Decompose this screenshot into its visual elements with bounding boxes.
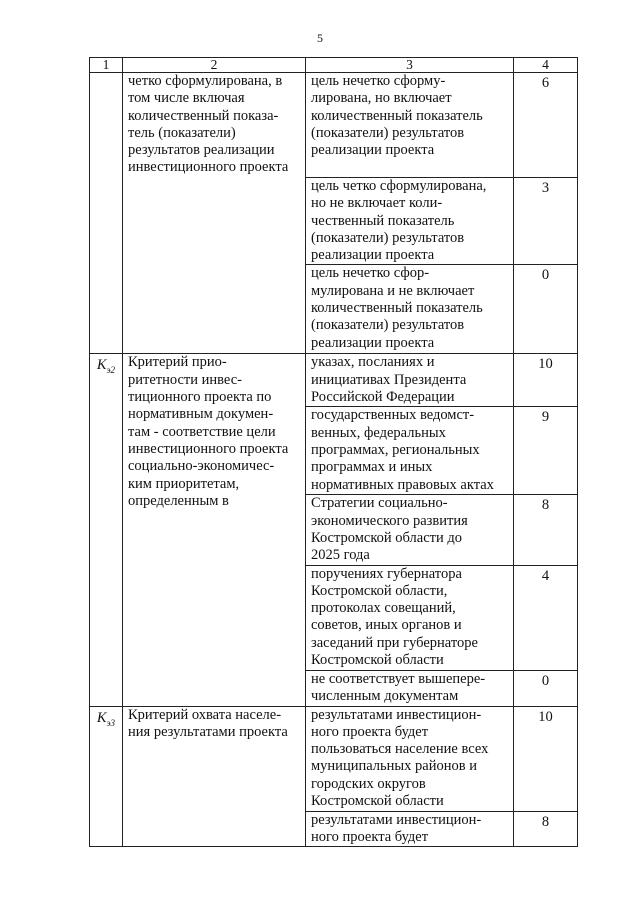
- table-row: [90, 354, 578, 407]
- header-col-4: 4: [514, 58, 578, 73]
- score-cell: 0: [514, 265, 578, 354]
- criteria-table: [89, 57, 578, 847]
- score-cell: 0: [514, 670, 578, 706]
- option-cell: цель четко сформулирована, но не включает коли- чественный показатель (показатели) результатов реализации проекта: [306, 178, 514, 265]
- score-cell: 8: [514, 811, 578, 847]
- score-cell: 10: [514, 354, 578, 407]
- criterion-symbol: $K_{э3}$: [90, 706, 123, 847]
- score-cell: 10: [514, 706, 578, 811]
- header-col-2: 2: [123, 58, 306, 73]
- option-cell: поручениях губернатора Костромской области, протоколах совещаний, советов, иных органов и заседаний при губернаторе Костромской области: [306, 565, 514, 670]
- option-cell: цель нечетко сформу- лирована, но включает количественный показатель (показатели) результатов реализации проекта: [306, 73, 514, 178]
- header-col-3: 3: [306, 58, 514, 73]
- table-row: [90, 706, 578, 811]
- option-cell: государственных ведомст- венных, федеральных программах, региональных программах и иных нормативных правовых актах: [306, 407, 514, 495]
- option-cell: указах, посланиях и инициативах Президента Российской Федерации: [306, 354, 514, 407]
- score-cell: 3: [514, 178, 578, 265]
- option-cell: результатами инвестицион- ного проекта будет пользоваться население всех муниципальных районов и городских округов Костромской области: [306, 706, 514, 811]
- symbol-cell-empty: [90, 73, 123, 354]
- header-col-1: 1: [90, 58, 123, 73]
- option-cell: Стратегии социально- экономического развития Костромской области до 2025 года: [306, 495, 514, 565]
- table-row: [90, 73, 578, 178]
- criterion-cell: Критерий охвата населе- ния результатами проекта: [123, 706, 306, 847]
- score-cell: 8: [514, 495, 578, 565]
- score-cell: 6: [514, 73, 578, 178]
- option-cell: цель нечетко сфор- мулирована и не включает количественный показатель (показатели) результатов реализации проекта: [306, 265, 514, 354]
- table-header-row: [90, 58, 578, 73]
- criterion-cell: Критерий прио- ритетности инвес- тиционного проекта по нормативным докумен- там - соответствие цели инвестиционного проекта социально-экономичес- ким приоритетам, определенным в: [123, 354, 306, 706]
- criterion-cell: четко сформулирована, в том числе включая количественный показа- тель (показатели) результатов реализации инвестиционного проекта: [123, 73, 306, 354]
- page-number: 5: [317, 31, 323, 45]
- score-cell: 9: [514, 407, 578, 495]
- criterion-symbol: $K_{э2}$: [90, 354, 123, 706]
- score-cell: 4: [514, 565, 578, 670]
- option-cell: результатами инвестицион- ного проекта будет: [306, 811, 514, 847]
- option-cell: не соответствует вышепере- численным документам: [306, 670, 514, 706]
